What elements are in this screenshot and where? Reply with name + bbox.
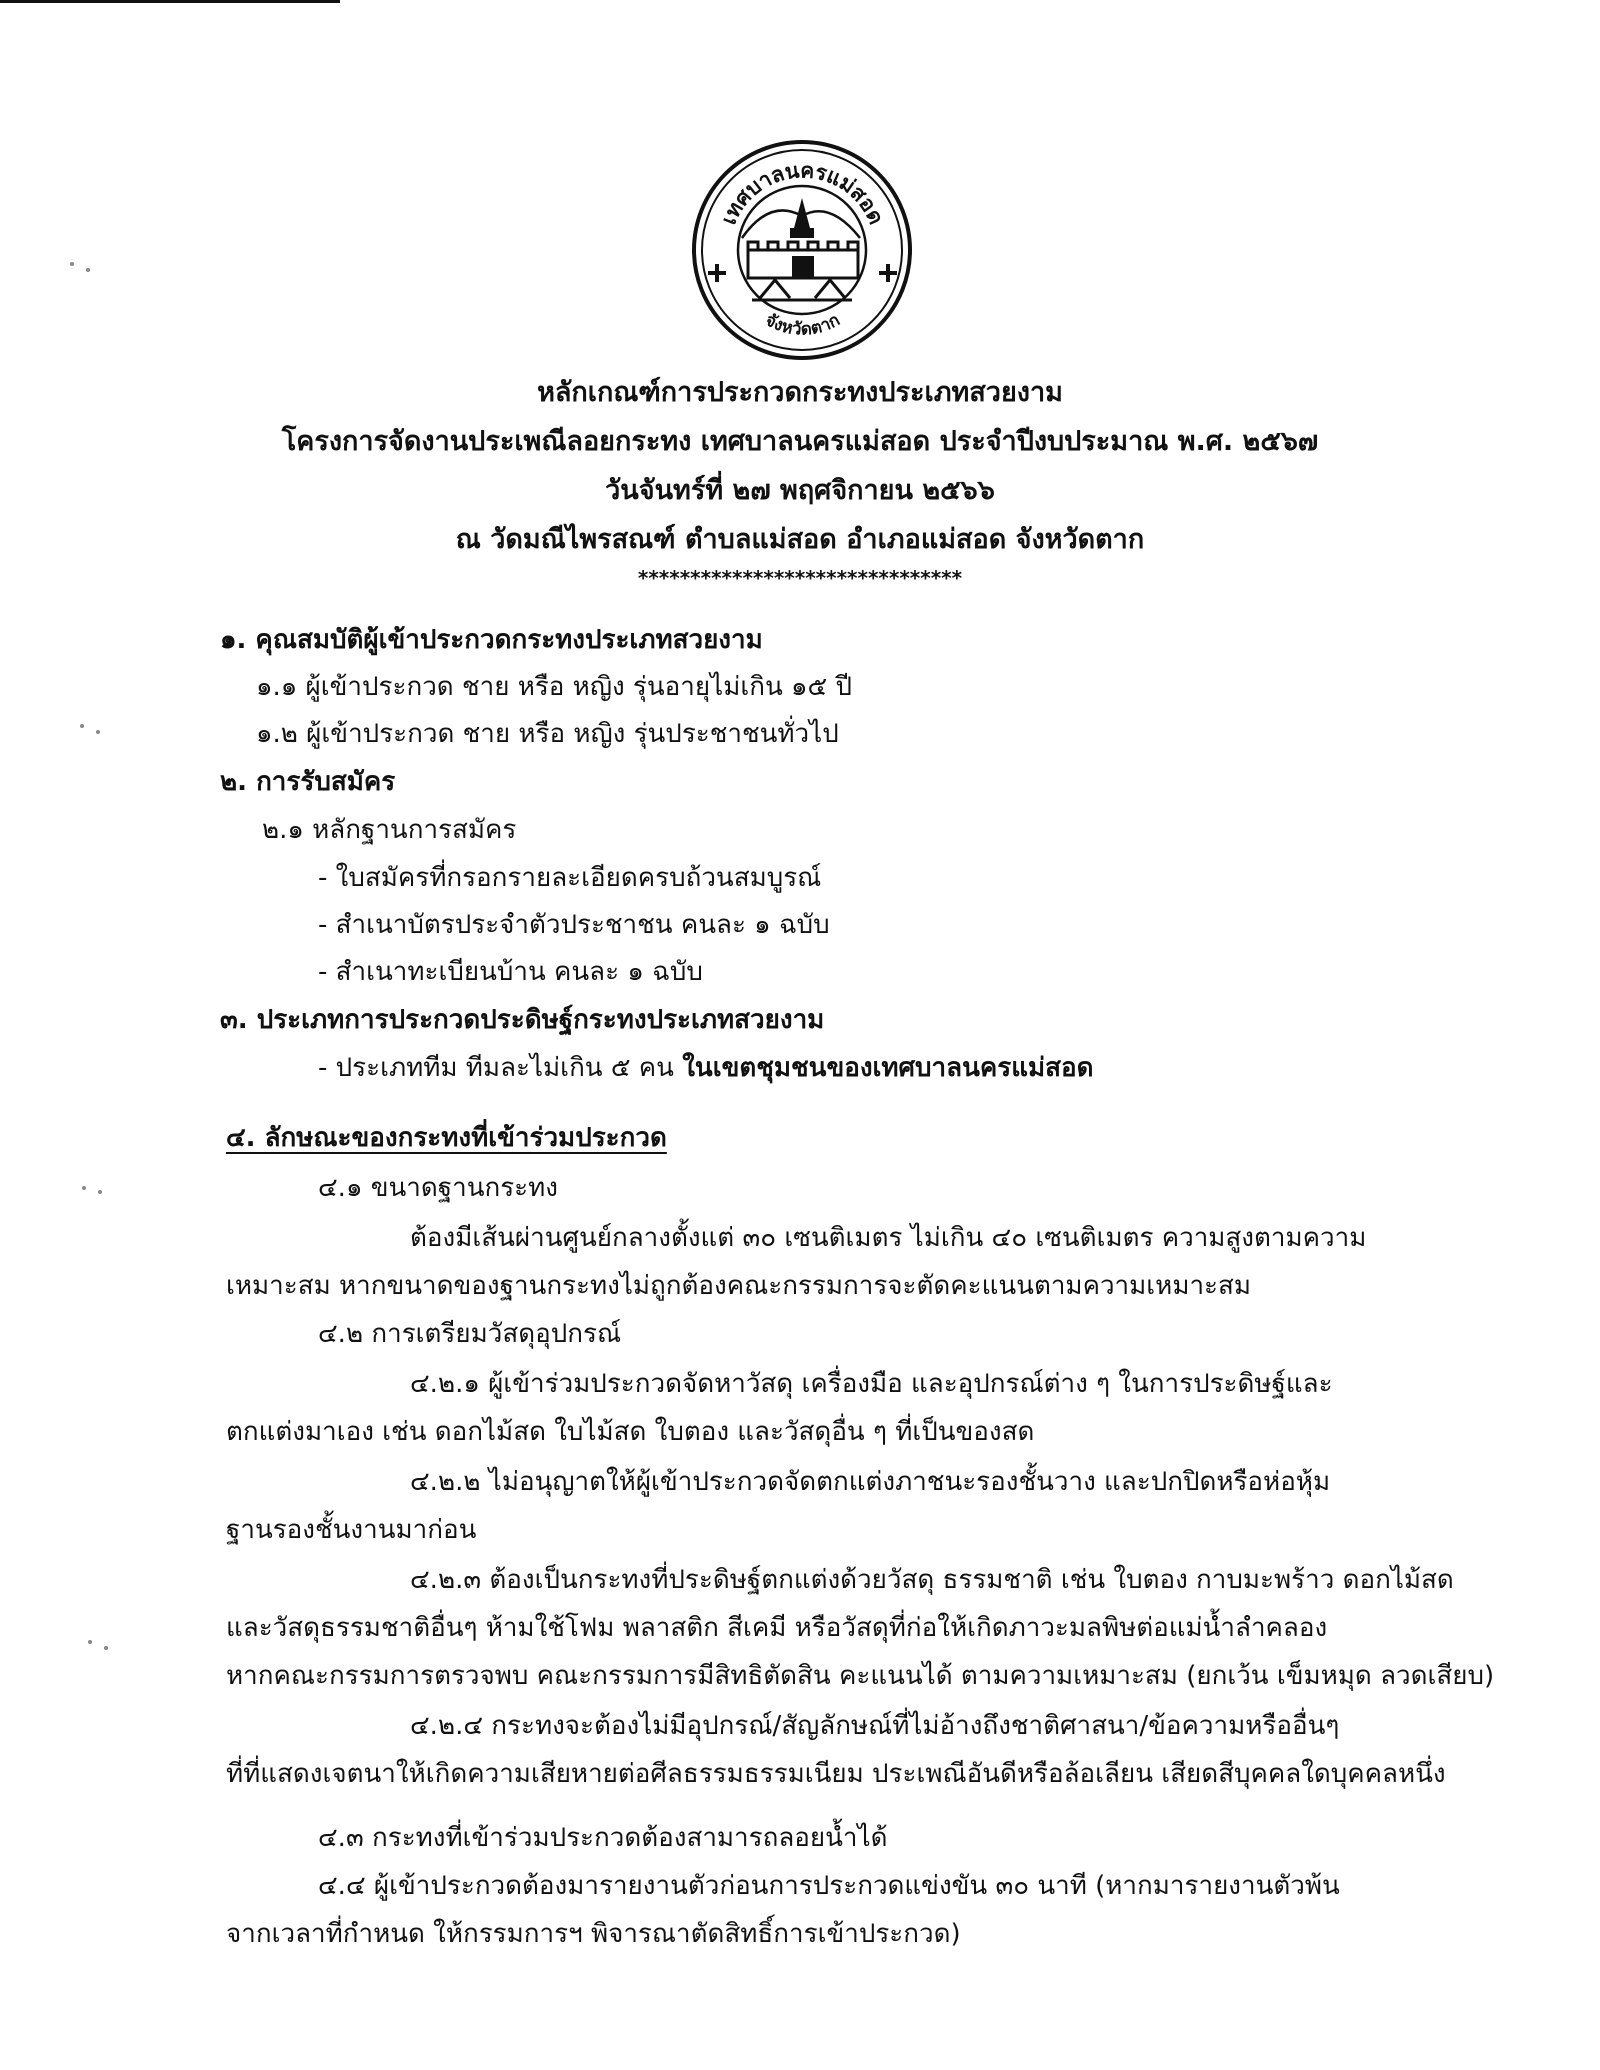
section-4-title: ๔. ลักษณะของกระทงที่เข้าร่วมประกวด <box>226 1123 667 1153</box>
section-4-3: ๔.๓ กระทงที่เข้าร่วมประกวดต้องสามารถลอยน้ำได้ <box>318 1823 888 1853</box>
scan-speck <box>98 1190 102 1194</box>
section-4-2-2-line-2: ฐานรองชั้นงานมาก่อน <box>226 1515 477 1545</box>
section-4-2-4-line-1: ๔.๒.๔ กระทงจะต้องไม่มีอุปกรณ์/สัญลักษณ์ที่ไม่อ้างถึงชาติศาสนา/ข้อความหรืออื่นๆ <box>410 1711 1340 1741</box>
section-2-subtitle: ๒.๑ หลักฐานการสมัคร <box>262 815 517 845</box>
section-4-2-4-line-2: ที่ที่แสดงเจตนาให้เกิดความเสียหายต่อศีลธรรมธรรมเนียม ประเพณีอันดีหรือล้อเลียน เสียดสีบุคคลใดบุคคลหนึ่ง <box>226 1759 1446 1789</box>
section-3-line-bold: ในเขตชุมชนของเทศบาลนครแม่สอด <box>682 1053 1094 1083</box>
section-3-line <box>318 1048 1093 1088</box>
section-1-item-1: ๑.๑ ผู้เข้าประกวด ชาย หรือ หญิง รุ่นอายุไม่เกิน ๑๕ ปี <box>256 672 852 702</box>
section-3-line-plain: - ประเภททีม ทีมละไม่เกิน ๕ คน <box>318 1053 683 1083</box>
top-rule <box>0 0 340 3</box>
scan-speck <box>70 262 74 266</box>
municipality-seal-icon <box>690 138 915 363</box>
separator: ******************************* <box>637 566 963 590</box>
svg-text:จังหวัดตาก: จังหวัดตาก <box>761 310 844 340</box>
section-2-title: ๒. การรับสมัคร <box>220 767 396 797</box>
document-title: หลักเกณฑ์การประกวดกระทงประเภทสวยงาม <box>537 377 1063 408</box>
section-2-bullet-1: - ใบสมัครที่กรอกรายละเอียดครบถ้วนสมบูรณ์ <box>318 863 822 893</box>
section-4-1-line-2: เหมาะสม หากขนาดของฐานกระทงไม่ถูกต้องคณะกรรมการจะตัดคะแนนตามความเหมาะสม <box>226 1271 1252 1301</box>
section-2-bullet-2: - สำเนาบัตรประจำตัวประชาชน คนละ ๑ ฉบับ <box>318 910 830 940</box>
section-4-2-1-line-1: ๔.๒.๑ ผู้เข้าร่วมประกวดจัดหาวัสดุ เครื่องมือ และอุปกรณ์ต่าง ๆ ในการประดิษฐ์และ <box>410 1369 1333 1399</box>
section-4-1-title: ๔.๑ ขนาดฐานกระทง <box>318 1173 558 1203</box>
scan-speck <box>88 1640 92 1644</box>
section-1-item-2: ๑.๒ ผู้เข้าประกวด ชาย หรือ หญิง รุ่นประชาชนทั่วไป <box>256 719 839 749</box>
section-4-2-2-line-1: ๔.๒.๒ ไม่อนุญาตให้ผู้เข้าประกวดจัดตกแต่งภาชนะรองชั้นวาง และปกปิดหรือห่อหุ้ม <box>410 1467 1331 1497</box>
scan-speck <box>86 268 90 272</box>
section-4-2-1-line-2: ตกแต่งมาเอง เช่น ดอกไม้สด ใบไม้สด ใบตอง และวัสดุอื่น ๆ ที่เป็นของสด <box>226 1417 1035 1447</box>
scan-speck <box>96 730 100 734</box>
section-3-title: ๓. ประเภทการประกวดประดิษฐ์กระทงประเภทสวยงาม <box>220 1005 825 1035</box>
document-header <box>0 368 1600 592</box>
section-4-1-line-1: ต้องมีเส้นผ่านศูนย์กลางตั้งแต่ ๓๐ เซนติเมตร ไม่เกิน ๔๐ เซนติเมตร ความสูงตามความ <box>410 1223 1367 1253</box>
section-2-bullet-3: - สำเนาทะเบียนบ้าน คนละ ๑ ฉบับ <box>318 957 703 987</box>
project-name: โครงการจัดงานประเพณีลอยกระทง เทศบาลนครแม่สอด ประจำปีงบประมาณ พ.ศ. ๒๕๖๗ <box>281 426 1319 457</box>
event-date: วันจันทร์ที่ ๒๗ พฤศจิกายน ๒๕๖๖ <box>605 475 995 506</box>
event-venue: ณ วัดมณีไพรสณฑ์ ตำบลแม่สอด อำเภอแม่สอด จังหวัดตาก <box>455 524 1145 555</box>
scan-speck <box>82 1186 86 1190</box>
scan-speck <box>80 724 84 728</box>
section-4-2-title: ๔.๒ การเตรียมวัสดุอุปกรณ์ <box>318 1319 622 1349</box>
svg-text:เทศบาลนครแม่สอด: เทศบาลนครแม่สอด <box>716 158 889 229</box>
section-4-2-3-line-3: หากคณะกรรมการตรวจพบ คณะกรรมการมีสิทธิตัดสิน คะแนนได้ ตามความเหมาะสม (ยกเว้น เข็มหมุด ลวดเสียบ) <box>226 1661 1495 1691</box>
section-4-4-line-2: จากเวลาที่กำหนด ให้กรรมการฯ พิจารณาตัดสิทธิ์การเข้าประกวด) <box>226 1919 961 1949</box>
section-4-2-3-line-2: และวัสดุธรรมชาติอื่นๆ ห้ามใช้โฟม พลาสติก สีเคมี หรือวัสดุที่ก่อให้เกิดภาวะมลพิษต่อแม่น้ำลำคลอง <box>226 1613 1328 1643</box>
section-4-4-line-1: ๔.๔ ผู้เข้าประกวดต้องมารายงานตัวก่อนการประกวดแข่งขัน ๓๐ นาที (หากมารายงานตัวพ้น <box>318 1871 1340 1901</box>
section-1-title: ๑. คุณสมบัติผู้เข้าประกวดกระทงประเภทสวยงาม <box>220 625 763 655</box>
scan-speck <box>104 1646 108 1650</box>
section-4-2-3-line-1: ๔.๒.๓ ต้องเป็นกระทงที่ประดิษฐ์ตกแต่งด้วยวัสดุ ธรรมชาติ เช่น ใบตอง กาบมะพร้าว ดอกไม้สด <box>410 1565 1454 1595</box>
